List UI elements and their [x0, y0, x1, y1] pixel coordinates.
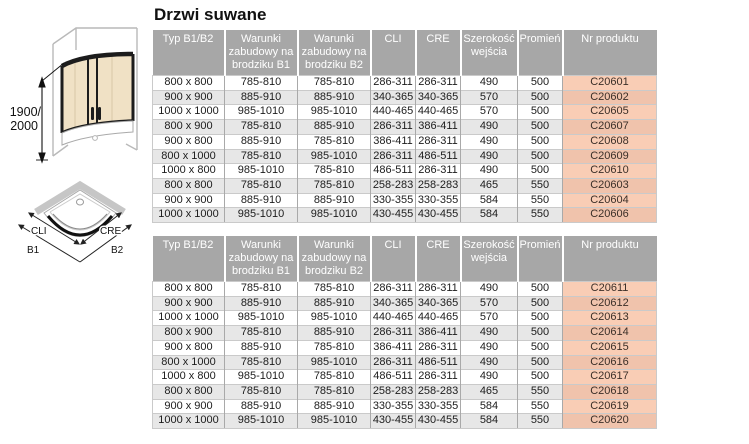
spec-cell: 340-365	[371, 296, 416, 311]
spec-cell: 900 x 800	[153, 134, 225, 149]
table-row	[153, 90, 657, 105]
spec-cell: 486-511	[371, 370, 416, 385]
spec-cell: 800 x 1000	[153, 355, 225, 370]
table-row	[153, 384, 657, 399]
cli-label: CLI	[31, 226, 47, 237]
column-header: Nr produktu	[563, 30, 657, 76]
spec-cell: 286-311	[371, 326, 416, 341]
table-row	[153, 178, 657, 193]
table-row	[153, 370, 657, 385]
table-row	[153, 105, 657, 120]
spec-cell: 500	[518, 120, 563, 135]
spec-cell: 500	[518, 76, 563, 91]
spec-cell: 258-283	[416, 178, 461, 193]
spec-cell: 1000 x 800	[153, 164, 225, 179]
spec-cell: 885-910	[225, 340, 298, 355]
spec-cell: 330-355	[416, 399, 461, 414]
column-header: CLI	[371, 236, 416, 282]
spec-cell: 500	[518, 149, 563, 164]
product-number-cell: C20617	[563, 370, 657, 385]
spec-cell: 985-1010	[225, 164, 298, 179]
table-row	[153, 340, 657, 355]
spec-cell: 430-455	[371, 208, 416, 223]
spec-cell: 885-910	[298, 296, 371, 311]
spec-cell: 286-311	[416, 164, 461, 179]
column-header: Warunki zabudowy na brodziku B2	[298, 236, 371, 282]
spec-cell: 486-511	[416, 355, 461, 370]
spec-cell: 785-810	[298, 164, 371, 179]
column-header: CLI	[371, 30, 416, 76]
spec-cell: 570	[461, 311, 518, 326]
spec-cell: 900 x 900	[153, 193, 225, 208]
spec-cell: 985-1010	[298, 105, 371, 120]
spec-cell: 985-1010	[225, 105, 298, 120]
spec-cell: 785-810	[298, 370, 371, 385]
spec-cell: 490	[461, 370, 518, 385]
spec-cell: 785-810	[225, 384, 298, 399]
spec-cell: 885-910	[225, 90, 298, 105]
spec-cell: 785-810	[225, 282, 298, 297]
spec-cell: 570	[461, 105, 518, 120]
spec-cell: 885-910	[298, 90, 371, 105]
spec-cell: 286-311	[416, 340, 461, 355]
spec-cell: 985-1010	[225, 311, 298, 326]
spec-cell: 258-283	[416, 384, 461, 399]
spec-cell: 885-910	[225, 399, 298, 414]
product-number-cell: C20613	[563, 311, 657, 326]
spec-cell: 490	[461, 120, 518, 135]
spec-cell: 1000 x 1000	[153, 105, 225, 120]
table-row	[153, 282, 657, 297]
spec-cell: 286-311	[416, 282, 461, 297]
spec-cell: 900 x 900	[153, 399, 225, 414]
spec-cell: 885-910	[298, 193, 371, 208]
spec-cell: 386-411	[371, 134, 416, 149]
spec-cell: 340-365	[416, 296, 461, 311]
spec-cell: 500	[518, 105, 563, 120]
spec-cell: 800 x 800	[153, 178, 225, 193]
spec-cell: 785-810	[225, 120, 298, 135]
spec-cell: 440-465	[416, 311, 461, 326]
spec-cell: 785-810	[225, 326, 298, 341]
column-header: CRE	[416, 30, 461, 76]
spec-cell: 490	[461, 76, 518, 91]
product-number-cell: C20618	[563, 384, 657, 399]
column-header: Typ B1/B2	[153, 30, 225, 76]
spec-cell: 386-411	[371, 340, 416, 355]
spec-cell: 500	[518, 340, 563, 355]
front-view-diagram	[0, 4, 152, 164]
table-row	[153, 326, 657, 341]
spec-cell: 500	[518, 134, 563, 149]
product-number-cell: C20609	[563, 149, 657, 164]
spec-cell: 340-365	[371, 90, 416, 105]
spec-cell: 900 x 800	[153, 340, 225, 355]
spec-cell: 550	[518, 193, 563, 208]
table-row	[153, 399, 657, 414]
table-row	[153, 193, 657, 208]
column-header: Warunki zabudowy na brodziku B2	[298, 30, 371, 76]
product-number-cell: C20610	[563, 164, 657, 179]
product-number-cell: C20614	[563, 326, 657, 341]
spec-table-1	[152, 30, 657, 223]
spec-cell: 785-810	[298, 340, 371, 355]
product-number-cell: C20602	[563, 90, 657, 105]
spec-cell: 490	[461, 134, 518, 149]
spec-cell: 584	[461, 399, 518, 414]
spec-cell: 550	[518, 208, 563, 223]
page-title: Drzwi suwane	[154, 5, 267, 24]
spec-cell: 785-810	[298, 384, 371, 399]
spec-cell: 985-1010	[225, 208, 298, 223]
spec-cell: 985-1010	[298, 208, 371, 223]
spec-cell: 500	[518, 370, 563, 385]
table-row	[153, 120, 657, 135]
spec-cell: 286-311	[371, 355, 416, 370]
product-number-cell: C20608	[563, 134, 657, 149]
spec-cell: 1000 x 1000	[153, 414, 225, 429]
spec-cell: 550	[518, 414, 563, 429]
product-number-cell: C20604	[563, 193, 657, 208]
spec-cell: 800 x 900	[153, 326, 225, 341]
product-number-cell: C20612	[563, 296, 657, 311]
table-row	[153, 311, 657, 326]
spec-cell: 785-810	[225, 178, 298, 193]
spec-cell: 985-1010	[225, 370, 298, 385]
spec-cell: 465	[461, 178, 518, 193]
spec-cell: 386-411	[416, 326, 461, 341]
spec-cell: 885-910	[225, 134, 298, 149]
spec-cell: 985-1010	[225, 414, 298, 429]
spec-cell: 785-810	[298, 76, 371, 91]
spec-cell: 258-283	[371, 384, 416, 399]
spec-cell: 490	[461, 164, 518, 179]
spec-cell: 430-455	[416, 414, 461, 429]
drain-icon	[77, 199, 84, 205]
spec-cell: 330-355	[371, 399, 416, 414]
spec-cell: 490	[461, 149, 518, 164]
spec-cell: 430-455	[416, 208, 461, 223]
column-header: Promień	[518, 236, 563, 282]
spec-cell: 570	[461, 296, 518, 311]
spec-cell: 550	[518, 384, 563, 399]
spec-cell: 785-810	[298, 282, 371, 297]
table-row	[153, 149, 657, 164]
spec-cell: 465	[461, 384, 518, 399]
product-number-cell: C20620	[563, 414, 657, 429]
spec-cell: 500	[518, 355, 563, 370]
spec-cell: 885-910	[225, 296, 298, 311]
spec-cell: 550	[518, 178, 563, 193]
table-row	[153, 208, 657, 223]
product-number-cell: C20616	[563, 355, 657, 370]
column-header: Warunki zabudowy na brodziku B1	[225, 30, 298, 76]
spec-cell: 500	[518, 90, 563, 105]
spec-cell: 800 x 900	[153, 120, 225, 135]
table-row	[153, 164, 657, 179]
diagram-column	[0, 0, 152, 444]
product-number-cell: C20607	[563, 120, 657, 135]
product-number-cell: C20601	[563, 76, 657, 91]
table-row	[153, 414, 657, 429]
content-area	[152, 0, 712, 442]
spec-cell: 286-311	[371, 149, 416, 164]
b1-label: B1	[27, 245, 40, 256]
spec-cell: 885-910	[298, 120, 371, 135]
spec-cell: 800 x 800	[153, 282, 225, 297]
column-header: Warunki zabudowy na brodziku B1	[225, 236, 298, 282]
spec-cell: 800 x 800	[153, 384, 225, 399]
spec-cell: 885-910	[298, 326, 371, 341]
table-row	[153, 76, 657, 91]
column-header: Nr produktu	[563, 236, 657, 282]
spec-cell: 500	[518, 296, 563, 311]
spec-cell: 490	[461, 326, 518, 341]
spec-cell: 785-810	[225, 149, 298, 164]
product-number-cell: C20603	[563, 178, 657, 193]
spec-cell: 286-311	[416, 76, 461, 91]
spec-cell: 885-910	[298, 399, 371, 414]
spec-cell: 500	[518, 164, 563, 179]
product-number-cell: C20606	[563, 208, 657, 223]
b2-label: B2	[111, 245, 124, 256]
table-row	[153, 355, 657, 370]
spec-cell: 570	[461, 90, 518, 105]
spec-cell: 330-355	[416, 193, 461, 208]
cre-label: CRE	[100, 226, 122, 237]
spec-cell: 486-511	[416, 149, 461, 164]
spec-table-1-header	[153, 30, 657, 76]
spec-cell: 330-355	[371, 193, 416, 208]
column-header: Szerokość wejścia	[461, 30, 518, 76]
spec-cell: 985-1010	[298, 414, 371, 429]
spec-cell: 785-810	[225, 76, 298, 91]
spec-cell: 490	[461, 355, 518, 370]
spec-cell: 800 x 800	[153, 76, 225, 91]
plan-view-diagram	[0, 168, 152, 282]
spec-cell: 584	[461, 193, 518, 208]
spec-cell: 1000 x 800	[153, 370, 225, 385]
spec-cell: 490	[461, 282, 518, 297]
spec-cell: 500	[518, 326, 563, 341]
height-label-line1: 1900/	[9, 105, 41, 119]
product-number-cell: C20615	[563, 340, 657, 355]
spec-cell: 1000 x 1000	[153, 208, 225, 223]
spec-cell: 900 x 900	[153, 296, 225, 311]
spec-cell: 440-465	[416, 105, 461, 120]
column-header: Promień	[518, 30, 563, 76]
spec-cell: 430-455	[371, 414, 416, 429]
spec-cell: 486-511	[371, 164, 416, 179]
spec-cell: 785-810	[298, 134, 371, 149]
product-number-cell: C20619	[563, 399, 657, 414]
product-number-cell: C20611	[563, 282, 657, 297]
spec-cell: 885-910	[225, 193, 298, 208]
spec-cell: 985-1010	[298, 355, 371, 370]
table-row	[153, 134, 657, 149]
spec-cell: 800 x 1000	[153, 149, 225, 164]
column-header: Szerokość wejścia	[461, 236, 518, 282]
table-row	[153, 296, 657, 311]
spec-cell: 584	[461, 414, 518, 429]
spec-cell: 500	[518, 282, 563, 297]
spec-cell: 258-283	[371, 178, 416, 193]
column-header: CRE	[416, 236, 461, 282]
column-header: Typ B1/B2	[153, 236, 225, 282]
spec-table-2	[152, 236, 657, 429]
spec-cell: 286-311	[416, 370, 461, 385]
drain-icon	[93, 136, 98, 141]
spec-cell: 490	[461, 340, 518, 355]
spec-cell: 440-465	[371, 311, 416, 326]
spec-cell: 785-810	[225, 355, 298, 370]
spec-cell: 340-365	[416, 90, 461, 105]
spec-cell: 1000 x 1000	[153, 311, 225, 326]
spec-cell: 440-465	[371, 105, 416, 120]
spec-cell: 386-411	[416, 120, 461, 135]
spec-cell: 550	[518, 399, 563, 414]
spec-cell: 985-1010	[298, 311, 371, 326]
spec-cell: 584	[461, 208, 518, 223]
height-label-line2: 2000	[10, 119, 38, 133]
spec-cell: 985-1010	[298, 149, 371, 164]
spec-cell: 785-810	[298, 178, 371, 193]
spec-cell: 286-311	[371, 120, 416, 135]
spec-cell: 286-311	[371, 282, 416, 297]
spec-table-2-header	[153, 236, 657, 282]
spec-cell: 900 x 900	[153, 90, 225, 105]
product-number-cell: C20605	[563, 105, 657, 120]
spec-cell: 286-311	[371, 76, 416, 91]
spec-cell: 500	[518, 311, 563, 326]
spec-cell: 286-311	[416, 134, 461, 149]
